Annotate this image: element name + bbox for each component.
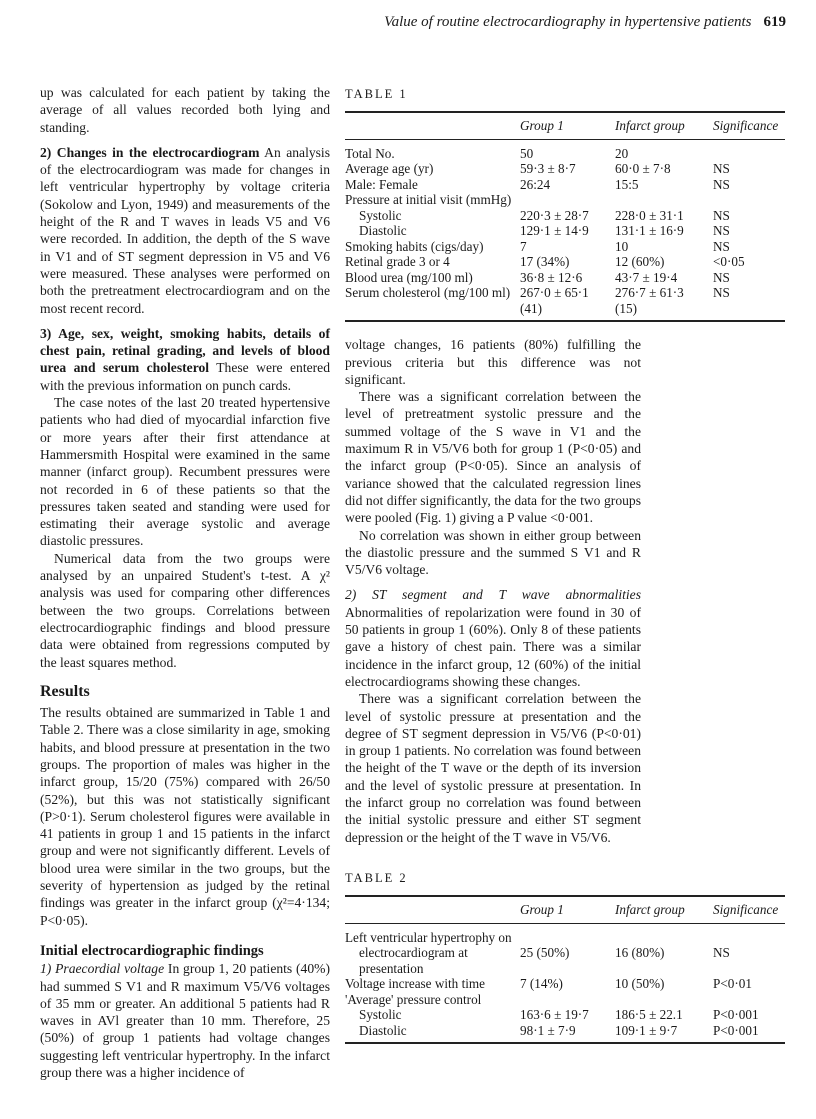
section-lead: 2) Changes in the electrocardiogram xyxy=(40,144,260,160)
table-cell: 186·5 ± 22.1 xyxy=(615,1007,683,1023)
table-cell: 7 (14%) xyxy=(520,976,563,992)
table-cell xyxy=(713,139,785,161)
column-header: Group 1 xyxy=(520,896,615,923)
table-row xyxy=(345,992,785,1008)
paragraph: up was calculated for each patient by taking the average of all values recorded both lying and standing. xyxy=(40,85,330,135)
paragraph: Numerical data from the two groups were analysed by an unpaired Student's t-test. A χ² analysis was used for comparing other differences between the two groups. Correlations between electrocardiographic findings and blood pressure data were obtained from regressions computed by the least squares method. xyxy=(40,550,330,670)
right-column-text xyxy=(345,336,641,846)
table-row xyxy=(345,976,785,992)
table-cell xyxy=(713,923,785,945)
table-cell: Average age (yr) xyxy=(345,161,434,177)
table-cell: Blood urea (mg/100 ml) xyxy=(345,269,473,285)
table-cell: NS xyxy=(713,269,730,285)
paragraph xyxy=(345,586,641,690)
table-row xyxy=(345,254,785,270)
table-cell: 131·1 ± 16·9 xyxy=(615,223,684,239)
table-1 xyxy=(345,86,785,322)
table-cell xyxy=(520,923,615,945)
table-cell: NS xyxy=(713,238,730,254)
paragraph: The case notes of the last 20 treated hypertensive patients who had died of myocardial infarction five or more years after their first attendance at Hammersmith Hospital were examined in the same manner (infarct group). Recumbent pressures were not recorded in 6 of these patients so that the pressures taken seated and standing were used for estimating their average systolic and average diastolic pressures. xyxy=(40,395,330,549)
column-header: Group 1 xyxy=(520,112,615,139)
table-cell: P<0·01 xyxy=(713,976,752,992)
column-header xyxy=(345,112,520,139)
paragraph: There was a significant correlation between the level of pretreatment systolic pressure and the summed voltage of the S wave in V1 and the maximum R in V5/V6 both for group 1 (P<0·05) and the infarct group (P<0·05). Since an analysis of variance showed that the calculated regression lines did not differ significantly, the data for the two groups were pooled (Fig. 1) giving a P value <0·001. xyxy=(345,389,641,526)
column-header: Significance xyxy=(713,112,785,139)
table-cell: NS xyxy=(713,945,730,961)
paragraph-text: These were entered with the previous information on punch cards. xyxy=(40,360,330,393)
table-cell: Serum cholesterol (mg/100 ml) xyxy=(345,285,511,301)
table-cell: 20 xyxy=(615,145,629,161)
table-cell: 267·0 ± 65·1 xyxy=(520,285,589,301)
table-row xyxy=(345,270,785,286)
table-cell xyxy=(615,992,713,1008)
column-header: Significance xyxy=(713,896,785,923)
table-label: TABLE 2 xyxy=(345,870,408,885)
section-lead: 2) ST segment and T wave abnormalities xyxy=(345,587,641,603)
table-cell: NS xyxy=(713,285,730,301)
paragraph-text: Abnormalities of repolarization were found in 30 of 50 patients in group 1 (60%). Only 8 of these patients gave a history of chest pain. There was a similar incidence in the infarct group, 12 (60%) of the initial electrocardiograms showing these changes. xyxy=(345,604,641,689)
table-cell xyxy=(615,923,713,945)
table-row xyxy=(345,239,785,255)
table-2 xyxy=(345,870,785,1044)
table-cell: 7 xyxy=(520,238,527,254)
paragraph: No correlation was shown in either group between the diastolic pressure and the summed S V1 and R V5/V6 voltage. xyxy=(345,527,641,578)
table-cell: Diastolic xyxy=(359,223,407,239)
table-cell: 36·8 ± 12·6 xyxy=(520,269,583,285)
table-cell: Voltage increase with time xyxy=(345,976,486,992)
table-row xyxy=(345,139,785,161)
table-row xyxy=(345,1007,785,1023)
table-cell xyxy=(520,192,615,208)
table-cell: 163·6 ± 19·7 xyxy=(520,1007,589,1023)
table-row xyxy=(345,923,785,945)
table-cell: 60·0 ± 7·8 xyxy=(615,161,671,177)
table-cell: 129·1 ± 14·9 xyxy=(520,223,589,239)
table-label: TABLE 1 xyxy=(345,87,408,101)
results-heading: Results xyxy=(40,682,90,700)
paragraph xyxy=(40,960,330,1081)
table-cell: 50 xyxy=(520,145,534,161)
table-cell: Systolic xyxy=(359,1007,402,1023)
table-cell: Retinal grade 3 or 4 xyxy=(345,254,450,270)
table-cell: 10 (50%) xyxy=(615,976,665,992)
table-cell: Systolic xyxy=(359,207,402,223)
table-row xyxy=(345,177,785,193)
table-cell: Pressure at initial visit (mmHg) xyxy=(345,192,512,208)
table-cell: Diastolic xyxy=(345,1023,520,1044)
column-header xyxy=(345,896,520,923)
table-cell: P<0·001 xyxy=(713,1007,759,1023)
table-row xyxy=(345,161,785,177)
table-cell: 220·3 ± 28·7 xyxy=(520,207,589,223)
table-cell: 'Average' pressure control xyxy=(345,991,482,1007)
table-cell xyxy=(345,301,520,322)
table-cell: 109·1 ± 9·7 xyxy=(615,1023,713,1044)
table-cell xyxy=(615,192,713,208)
table-cell: 43·7 ± 19·4 xyxy=(615,269,678,285)
table-cell: Smoking habits (cigs/day) xyxy=(345,238,484,254)
section-lead: 3) Age, sex, weight, smoking habits, details of chest pain, retinal grading, and levels of blood urea and serum cholesterol xyxy=(40,325,330,376)
table-row xyxy=(345,285,785,301)
table-cell: 16 (80%) xyxy=(615,945,665,961)
table-row xyxy=(345,301,785,322)
table-cell: 10 xyxy=(615,238,629,254)
column-header: Infarct group xyxy=(615,112,713,139)
table-cell xyxy=(713,192,785,208)
table-row xyxy=(345,945,785,976)
table-row xyxy=(345,192,785,208)
paragraph: voltage changes, 16 patients (80%) fulfilling the previous criteria but this difference was not significant. xyxy=(345,337,641,387)
table-cell: Male: Female xyxy=(345,176,418,192)
table-cell: 276·7 ± 61·3 xyxy=(615,285,684,301)
table-cell: (41) xyxy=(520,301,615,322)
table-row xyxy=(345,1023,785,1044)
table-cell xyxy=(520,992,615,1008)
table-cell: NS xyxy=(713,176,730,192)
table-cell: Left ventricular hypertrophy on xyxy=(345,929,512,945)
paragraph xyxy=(40,144,330,317)
table-cell: Total No. xyxy=(345,145,395,161)
section-lead: 1) Praecordial voltage xyxy=(40,961,165,977)
paragraph: There was a significant correlation between the level of systolic pressure at presentation and the degree of ST segment depression in V5/V6 (P<0·01) in group 1 patients. No correlation was found between the height of the T wave or the depth of its inversion and the level of systolic pressure at presentation. In the infarct group no correlation was found between the initial systolic pressure and either ST segment depression or the height of the T wave in V5/V6. xyxy=(345,691,641,845)
left-column xyxy=(40,84,330,1081)
table-cell: 228·0 ± 31·1 xyxy=(615,207,684,223)
table-row xyxy=(345,208,785,224)
table-cell: 59·3 ± 8·7 xyxy=(520,161,576,177)
paragraph xyxy=(40,325,330,394)
paragraph: The results obtained are summarized in Table 1 and Table 2. There was a close similarity in age, smoking habits, and blood pressure at presentation in the two groups. The proportion of males was higher in the infarct group, 15/20 (75%) compared with 26/50 (52%), but this was not statistically significant (P>0·1). Serum cholesterol figures were available in 41 patients in group 1 and 15 patients in the infarct group and were not significantly different. Levels of blood urea were similar in the two groups, but the severity of hypertension as judged by the retinal findings was greater in the infarct group (χ²=4·134; P<0·05). xyxy=(40,705,330,928)
table-cell: 25 (50%) xyxy=(520,945,570,961)
paragraph-text: In group 1, 20 patients (40%) had summed S V1 and R maximum V5/V6 voltages of 35 mm or greater. An additional 5 patients had R waves in AVl greater than 10 mm. Therefore, 25 (50%) of group 1 patients had voltage changes suggesting left ventricular hypertrophy. In the infarct group there was a higher incidence of xyxy=(40,961,330,1081)
paragraph-text: An analysis of the electrocardiogram was made for changes in left ventricular hypertrophy by voltage criteria (Sokolow and Lyon, 1949) and measurements of the height of the R and T waves in leads V5 and V6 were recorded. In addition, the depth of the S wave in V1 and of ST segment depression in V5 and V6 were measured. These analyses were performed on both the pretreatment electrocardiogram and on the most recent record. xyxy=(40,144,330,316)
table-cell: NS xyxy=(713,161,730,177)
table-cell: (15) xyxy=(615,301,713,322)
table-cell: 26:24 xyxy=(520,176,551,192)
table-cell: NS xyxy=(713,207,730,223)
table-cell: <0·05 xyxy=(713,254,745,270)
initial-findings-heading: Initial electrocardiographic findings xyxy=(40,942,264,959)
table-cell: 98·1 ± 7·9 xyxy=(520,1023,615,1044)
table-cell: NS xyxy=(713,223,730,239)
running-header xyxy=(384,14,786,31)
right-column xyxy=(345,86,785,1044)
table-cell: electrocardiogram at presentation xyxy=(359,945,468,976)
running-title: Value of routine electrocardiography in hypertensive patients xyxy=(384,14,752,30)
table-2-grid xyxy=(345,895,785,1044)
table-cell xyxy=(713,992,785,1008)
table-cell: 15:5 xyxy=(615,176,639,192)
table-row xyxy=(345,223,785,239)
table-cell: 17 (34%) xyxy=(520,254,570,270)
table-cell: 12 (60%) xyxy=(615,254,665,270)
column-header: Infarct group xyxy=(615,896,713,923)
table-cell xyxy=(713,301,785,322)
page-number: 619 xyxy=(763,14,786,30)
table-1-grid xyxy=(345,111,785,322)
table-cell: P<0·001 xyxy=(713,1023,785,1044)
